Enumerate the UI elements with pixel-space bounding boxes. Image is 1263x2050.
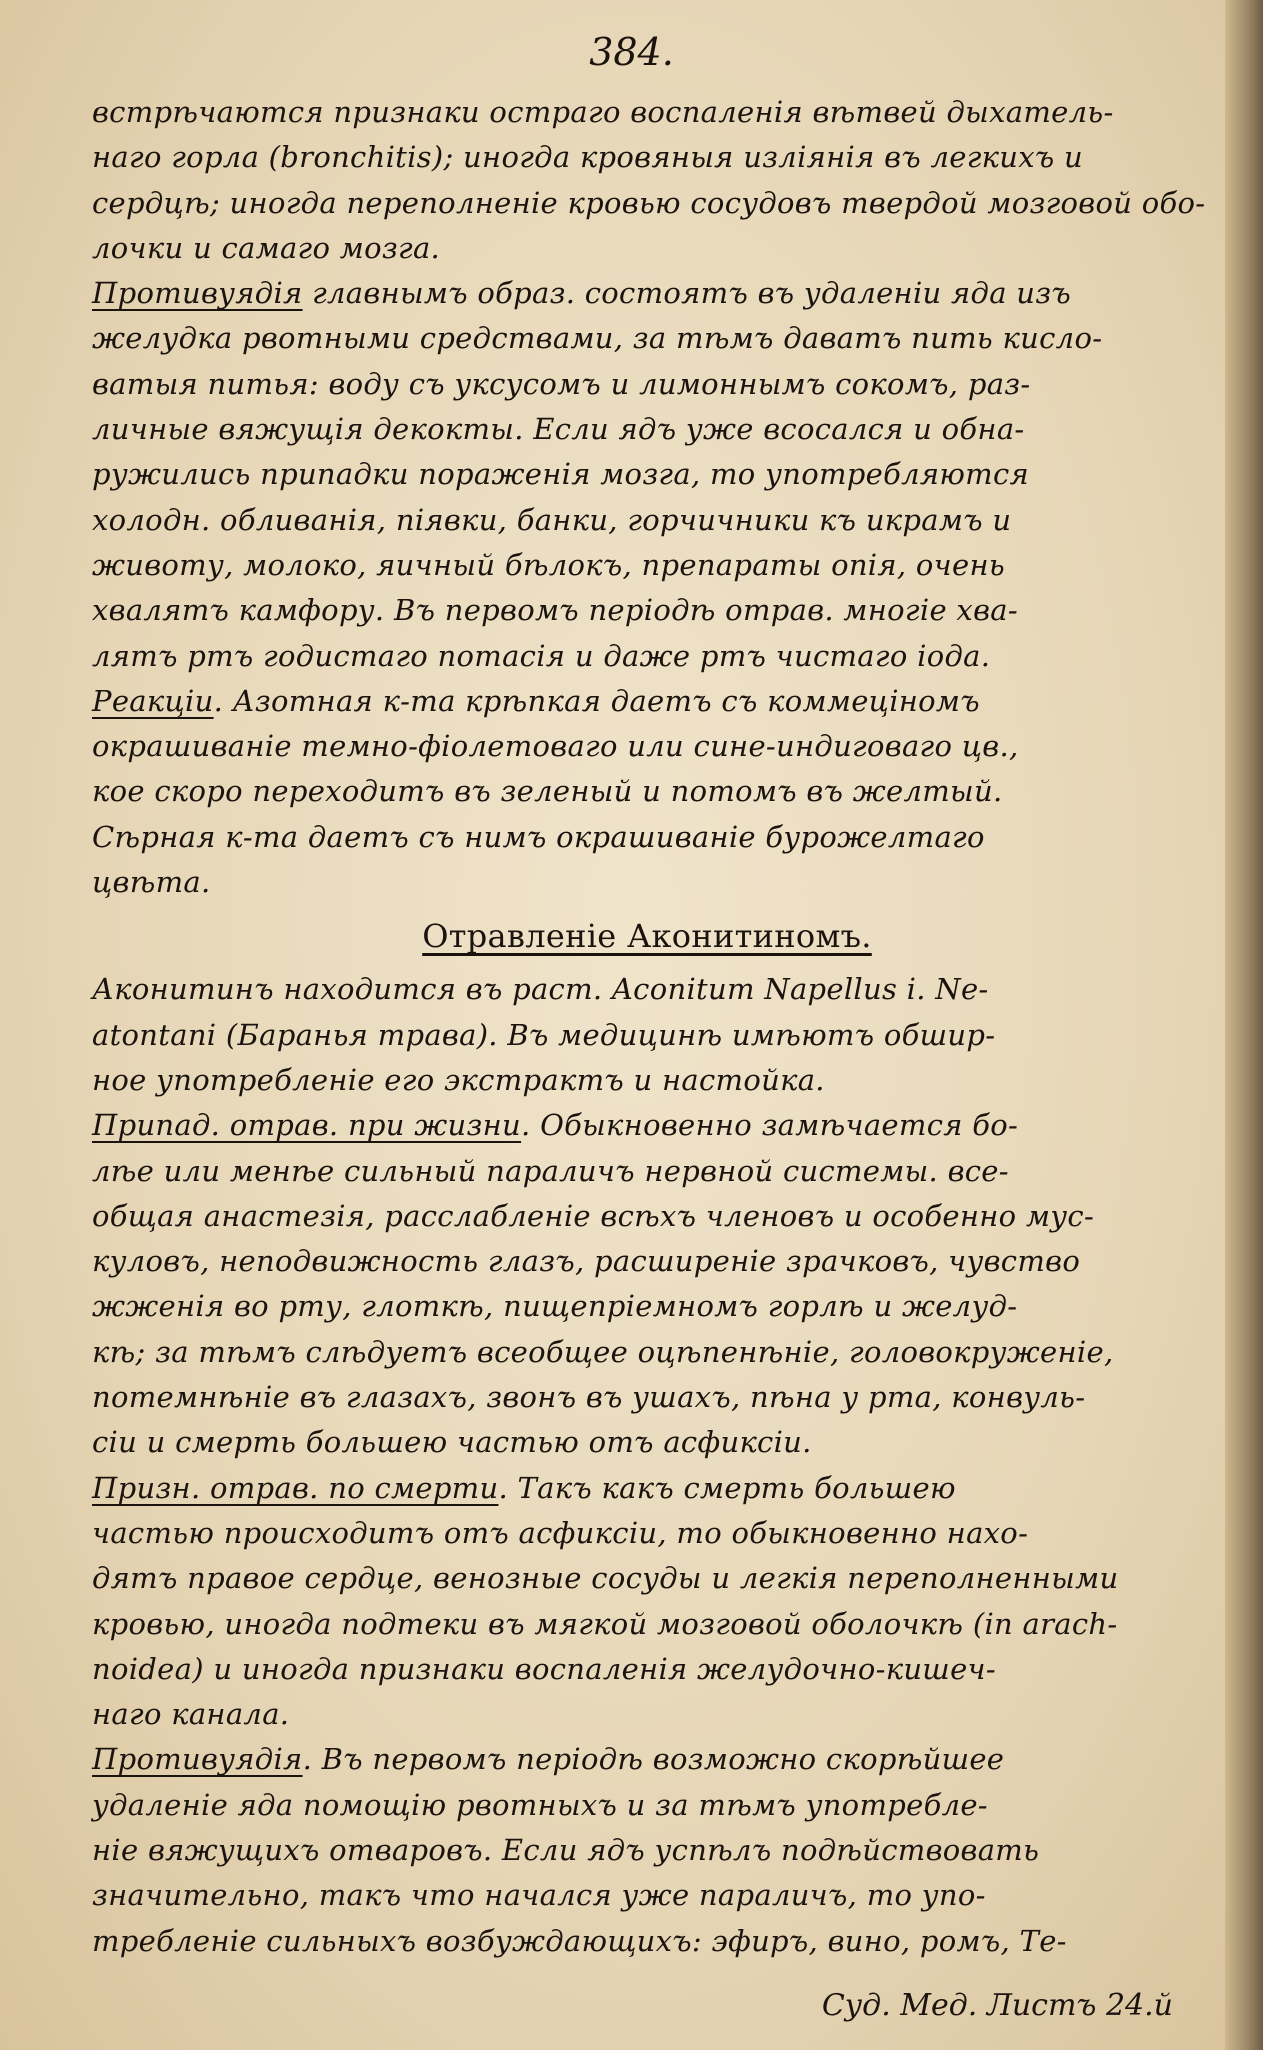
text-line [92,679,1202,724]
line-text: окрашиваніе темно-фіолетоваго или сине-индиговаго цв., [92,729,1019,764]
text-line [92,1873,1202,1918]
text-line [92,588,1202,633]
text-line [92,1692,1202,1737]
text-line [92,1284,1202,1329]
line-text: требленіе сильныхъ возбуждающихъ: эфиръ, вино, ромъ, Те- [92,1923,1067,1958]
text-line [92,1058,1202,1103]
text-line [92,543,1202,588]
line-text: сердцѣ; иногда переполненіе кровью сосудовъ твердой мозговой обо- [92,185,1206,220]
line-text: . Азотная к-та крѣпкая даетъ съ коммеціномъ [213,683,980,718]
line-text: сіи и смерть большею частью отъ асфиксіи. [92,1425,812,1460]
sheet-signature: Суд. Мед. Листъ 24.й [821,1988,1173,2023]
line-text: значительно, такъ что начался уже параличъ, то упо- [92,1878,986,1913]
text-line [92,1602,1202,1647]
line-text: кровью, иногда подтеки въ мягкой мозговой оболочкѣ (in arach- [92,1606,1118,1641]
line-text: . Обыкновенно замѣчается бо- [521,1108,1019,1143]
text-line [92,769,1202,814]
line-text: личные вяжущія декокты. Если ядъ уже всосался и обна- [92,412,1025,447]
text-line [92,815,1202,860]
text-line [92,1828,1202,1873]
text-line [92,1783,1202,1828]
text-line [92,1647,1202,1692]
text-line [92,724,1202,769]
text-block-2 [92,967,1202,1964]
line-text: животу, молоко, яичный бѣлокъ, препараты опія, очень [92,547,1005,582]
text-line [92,316,1202,361]
line-text: удаленіе яда помощію рвотныхъ и за тѣмъ употребле- [92,1787,988,1822]
text-line [92,1330,1202,1375]
text-line [92,1149,1202,1194]
section-title-line [92,905,1202,967]
text-line [92,407,1202,452]
text-line [92,1375,1202,1420]
underlined-heading: Противуядія [92,1742,303,1777]
text-line [92,967,1202,1012]
text-line [92,226,1202,271]
underlined-heading: Противуядія [92,276,303,311]
line-text: Аконитинъ находится въ раст. Aconitum Napellus i. Ne- [92,972,989,1007]
line-text: ное употребленіе его экстрактъ и настойка. [92,1062,825,1097]
text-line [92,271,1202,316]
text-line [92,1737,1202,1782]
text-line [92,90,1202,135]
line-text: наго канала. [92,1697,290,1732]
line-text: лятъ ртъ годистаго потасія и даже ртъ чистаго іода. [92,638,991,673]
page-number: 384. [589,30,674,74]
text-line [92,1420,1202,1465]
line-text: частью происходитъ отъ асфиксіи, то обыкновенно нахо- [92,1515,1029,1550]
text-line [92,1556,1202,1601]
text-line [92,860,1202,905]
text-line [92,135,1202,180]
line-text: хвалятъ камфору. Въ первомъ періодѣ отрав. многіе хва- [92,593,1018,628]
text-line [92,634,1202,679]
line-text: встрѣчаются признаки остраго воспаленія вѣтвей дыхатель- [92,95,1114,129]
line-text: atontani (Баранья трава). Въ медицинѣ имѣютъ обшир- [92,1017,996,1052]
text-line [92,181,1206,226]
line-text: лочки и самаго мозга. [92,230,441,265]
underlined-heading: Реакціи [92,683,214,718]
underlined-heading: Припад. отрав. при жизни [92,1108,522,1143]
line-text: цвѣта. [92,865,211,900]
text-line [92,1239,1202,1284]
line-text: . Въ первомъ періодѣ возможно скорѣйшее [302,1742,1005,1777]
line-text: потемнѣніе въ глазахъ, звонъ въ ушахъ, пѣна у рта, конвуль- [92,1380,1086,1415]
line-text: Сѣрная к-та даетъ съ нимъ окрашиваніе бурожелтаго [92,819,985,854]
line-text: лѣе или менѣе сильный параличъ нервной системы. все- [92,1153,1009,1188]
text-line [92,362,1202,407]
text-line [92,1103,1202,1148]
line-text: жженія во рту, глоткѣ, пищепріемномъ горлѣ и желуд- [92,1289,1018,1324]
line-text: ружились припадки пораженія мозга, то употребляются [92,457,1030,492]
underlined-heading: Призн. отрав. по смерти [92,1470,499,1505]
line-text: холодн. обливанія, піявки, банки, горчичники къ икрамъ и [92,502,1012,537]
book-gutter [1225,0,1263,2050]
line-text: общая анастезія, расслабленіе всѣхъ членовъ и особенно мус- [92,1198,1095,1233]
section-title: Отравленіе Аконитиномъ. [422,917,872,956]
manuscript-text [92,90,1206,1964]
text-line [92,1466,1202,1511]
text-line [92,1511,1202,1556]
text-line [92,452,1202,497]
text-line [92,1919,1202,1964]
line-text: наго горла (bronchitis); иногда кровяныя изліянія въ легкихъ и [92,140,1084,175]
line-text: желудка рвотными средствами, за тѣмъ даватъ пить кисло- [92,321,1103,356]
text-line [92,1194,1202,1239]
line-text: . Такъ какъ смерть большею [498,1470,956,1505]
line-text: куловъ, неподвижность глазъ, расширеніе зрачковъ, чувство [92,1244,1081,1279]
line-text: ніе вяжущихъ отваровъ. Если ядъ успѣлъ подѣйствовать [92,1832,1040,1867]
line-text: ватыя питья: воду съ уксусомъ и лимоннымъ сокомъ, раз- [92,366,1031,401]
line-text: дятъ правое сердце, венозные сосуды и легкія переполненными [92,1561,1119,1596]
text-line [92,498,1202,543]
line-text: главнымъ образ. состоятъ въ удаленіи яда изъ [302,276,1072,311]
text-line [92,1013,1202,1058]
text-block-1 [92,90,1206,905]
line-text: noidea) и иногда признаки воспаленія желудочно-кишеч- [92,1651,996,1686]
line-text: кое скоро переходитъ въ зеленый и потомъ въ желтый. [92,774,1003,809]
line-text: кѣ; за тѣмъ слѣдуетъ всеобщее оцѣпенѣніе, головокруженіе, [92,1334,1114,1369]
